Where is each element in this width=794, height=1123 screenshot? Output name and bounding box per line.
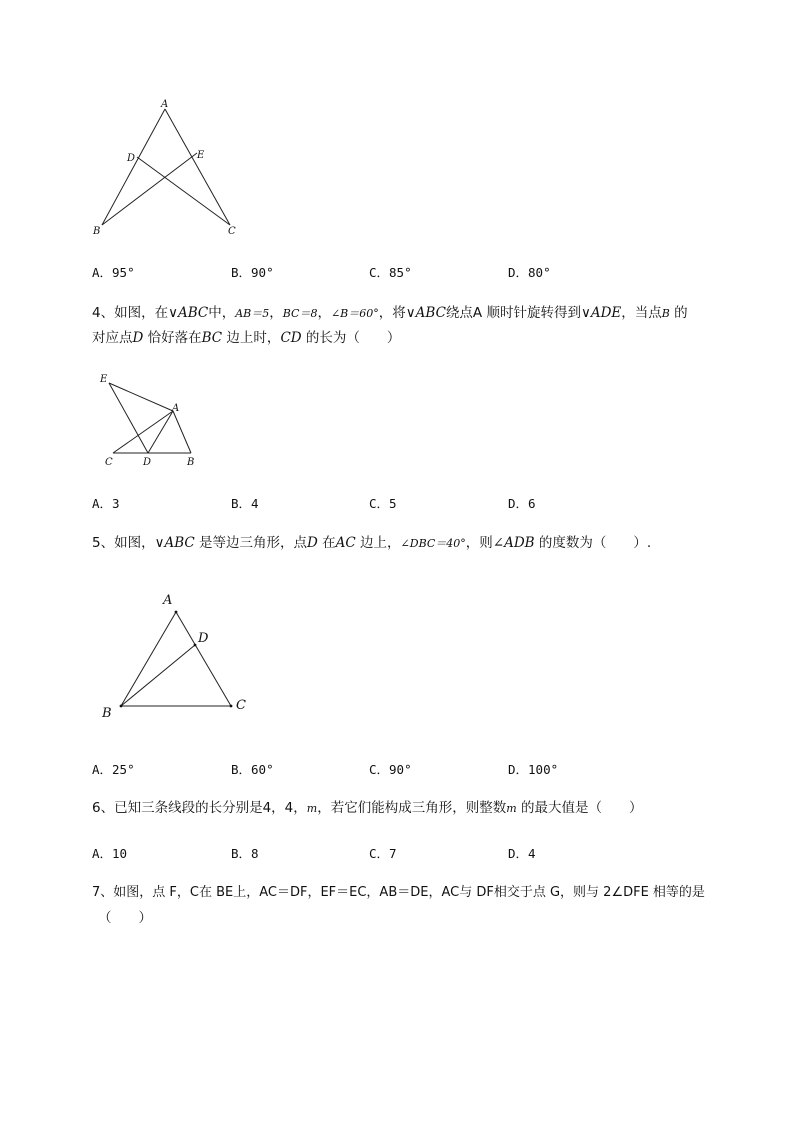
- q5-label-d: D: [198, 631, 209, 646]
- q3-option-c[interactable]: C．85°: [369, 265, 412, 280]
- q3-line-be: [102, 153, 197, 225]
- q4-label-a: A: [172, 403, 180, 414]
- q5-label-c: C: [236, 698, 246, 713]
- q4-label-c: C: [105, 457, 113, 468]
- q5-label-a: A: [163, 593, 173, 608]
- q5-point-c: [230, 705, 233, 708]
- q4-line-ca: [113, 411, 173, 453]
- q6-stem: 6、已知三条线段的长分别是4，4，m，若它们能构成三角形，则整数m 的最大值是（ ）: [92, 800, 643, 816]
- q4-option-c[interactable]: C．5: [369, 496, 397, 511]
- q5-line-ab: [121, 612, 176, 706]
- q6-option-d[interactable]: D．4: [508, 846, 536, 861]
- q5-stem: 5、如图，∨ABC 是等边三角形，点D 在AC 边上，∠DBC＝40°，则∠ADB 的度数为（ ）.: [92, 535, 652, 551]
- q5-option-d[interactable]: D．100°: [508, 762, 559, 777]
- q3-option-d[interactable]: D．80°: [508, 265, 551, 280]
- q3-label-a: A: [161, 99, 169, 110]
- q5-line-ac: [176, 612, 231, 706]
- q5-label-b: B: [102, 706, 112, 721]
- q4-option-a[interactable]: A．3: [92, 496, 120, 511]
- q4-label-b: B: [187, 457, 195, 468]
- q4-line-ad: [148, 411, 173, 453]
- q5-option-a[interactable]: A．25°: [92, 762, 135, 777]
- q3-option-a[interactable]: A．95°: [92, 265, 135, 280]
- q7-stem-line1: 7、如图，点 F，C在 BE上，AC＝DF，EF＝EC，AB＝DE，AC与 DF相交于点 G，则与 2∠DFE 相等的是: [92, 885, 705, 900]
- q5-line-bd: [121, 645, 195, 706]
- q5-figure: [95, 588, 265, 723]
- q4-line-ab: [173, 411, 191, 453]
- q5-point-a: [175, 611, 178, 614]
- q4-label-e: E: [100, 374, 108, 385]
- q3-option-b[interactable]: B．90°: [231, 265, 274, 280]
- q3-triangle-diagram: [90, 95, 250, 240]
- q6-option-c[interactable]: C．7: [369, 846, 397, 861]
- q6-option-a[interactable]: A．10: [92, 846, 128, 861]
- q3-line-ab: [102, 109, 165, 225]
- q7-stem-line2: （ ）: [98, 910, 152, 926]
- q5-option-b[interactable]: B．60°: [231, 762, 274, 777]
- q3-label-e: E: [197, 150, 205, 161]
- q4-stem-line2: 对应点D 恰好落在BC 边上时，CD 的长为（ ）: [92, 330, 401, 346]
- q5-option-c[interactable]: C．90°: [369, 762, 412, 777]
- q4-rotation-diagram: [95, 368, 205, 468]
- q3-line-ac: [165, 109, 230, 225]
- q6-option-b[interactable]: B．8: [231, 846, 259, 861]
- q5-point-b: [120, 705, 123, 708]
- q5-equilateral-diagram: [95, 588, 265, 723]
- q3-line-dc: [137, 157, 230, 225]
- q4-option-d[interactable]: D．6: [508, 496, 536, 511]
- q5-point-d: [194, 644, 197, 647]
- q3-label-b: B: [93, 226, 101, 237]
- q3-label-d: D: [127, 153, 136, 164]
- q4-figure: [95, 368, 205, 468]
- q4-label-d: D: [143, 457, 152, 468]
- q4-stem-line1: 4、如图，在∨ABC中，AB＝5，BC＝8，∠B＝60°，将∨ABC绕点A 顺时针旋转得到∨ADE，当点B 的: [92, 305, 688, 321]
- q4-line-ea: [109, 383, 173, 411]
- q3-label-c: C: [228, 226, 236, 237]
- q3-figure: [90, 95, 250, 240]
- q4-option-b[interactable]: B．4: [231, 496, 259, 511]
